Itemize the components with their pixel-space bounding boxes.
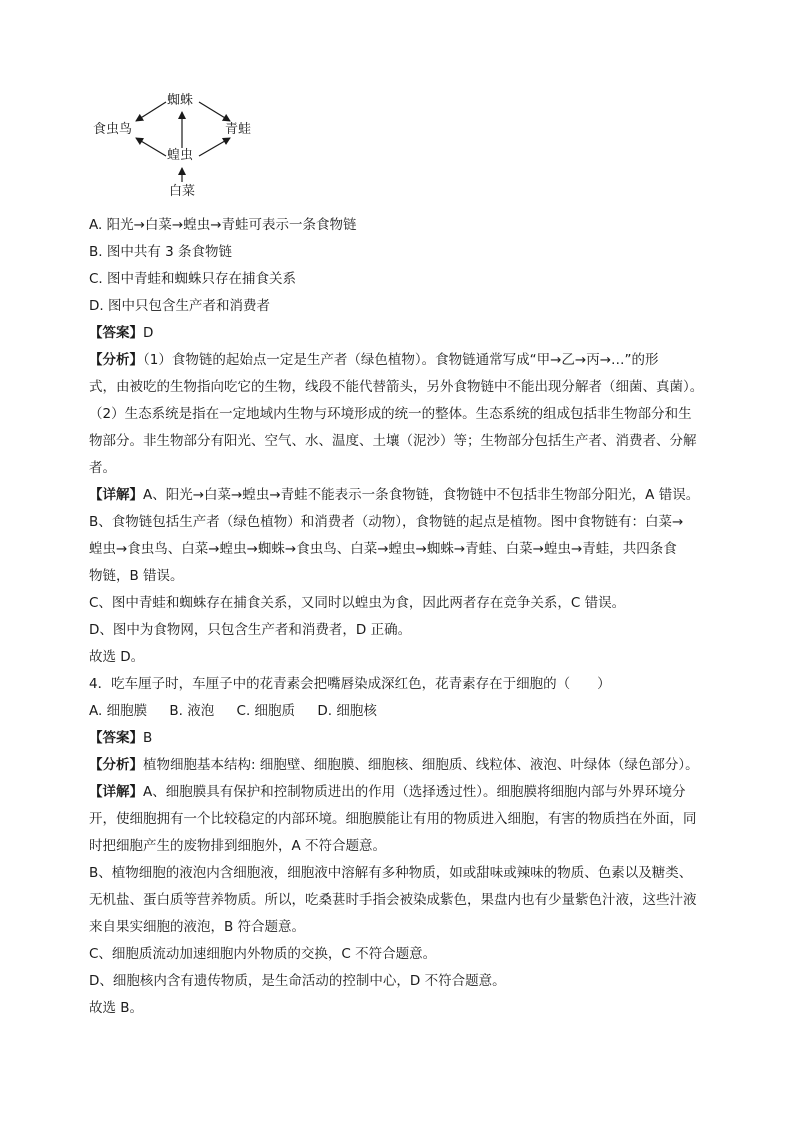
q3-option-a: A. 阳光→白菜→蝗虫→青蛙可表示一条食物链 [89, 217, 357, 233]
q3-conclusion: 故选 D。 [89, 649, 145, 665]
q4-detail-line-1 [89, 779, 749, 806]
q3-analysis-line-1 [89, 347, 749, 374]
q4-option-d: D. 细胞核 [317, 703, 377, 719]
q4-detail-line-6: 来自果实细胞的液泡，B 符合题意。 [89, 919, 306, 935]
answer-value: B [143, 730, 153, 746]
q4-detail-line-3: 时把细胞产生的废物排到细胞外，A 不符合题意。 [89, 838, 387, 854]
analysis-tag: 【分析】 [89, 757, 143, 773]
arrow-spider-to-frog [199, 102, 230, 121]
node-cabbage: 白菜 [169, 184, 196, 199]
q3-detail-line-6: D、图中为食物网，只包含生产者和消费者，D 正确。 [89, 622, 412, 638]
analysis-tag: 【分析】 [89, 352, 143, 368]
q3-detail-line-3: 蝗虫→食虫鸟、白菜→蝗虫→蜘蛛→食虫鸟、白菜→蝗虫→蜘蛛→青蛙、白菜→蝗虫→青蛙，共四条食 [89, 541, 677, 557]
q4-detail-line-8: D、细胞核内含有遗传物质，是生命活动的控制中心，D 不符合题意。 [89, 973, 506, 989]
answer-tag: 【答案】 [89, 730, 143, 746]
q3-analysis-line-4: 物部分。非生物部分有阳光、空气、水、温度、土壤（泥沙）等；生物部分包括生产者、消费者、分解 [89, 433, 697, 449]
food-web-diagram [86, 88, 276, 206]
q3-detail-line-4: 物链，B 错误。 [89, 568, 184, 584]
analysis-text: （1）食物链的起始点一定是生产者（绿色植物）。食物链通常写成“甲→乙→丙→…”的形 [143, 352, 659, 368]
q4-option-b: B. 液泡 [169, 703, 215, 719]
node-frog: 青蛙 [225, 122, 252, 137]
q4-option-a: A. 细胞膜 [89, 703, 148, 719]
arrow-locust-to-bird [136, 138, 166, 156]
q4-option-c: C. 细胞质 [236, 703, 296, 719]
node-spider: 蜘蛛 [167, 93, 194, 108]
q4-detail-line-7: C、细胞质流动加速细胞内外物质的交换，C 不符合题意。 [89, 946, 437, 962]
q3-analysis-line-2: 式，由被吃的生物指向吃它的生物，线段不能代替箭头，另外食物链中不能出现分解者（细菌、真菌）。 [89, 379, 704, 395]
q4-detail-line-5: 无机盐、蛋白质等营养物质。所以，吃桑葚时手指会被染成紫色，果盘内也有少量紫色汁液，这些汁液 [89, 892, 697, 908]
q3-option-b: B. 图中共有 3 条食物链 [89, 244, 233, 260]
arrow-locust-to-frog [199, 138, 230, 156]
node-locust: 蝗虫 [167, 148, 194, 163]
detail-text: A、细胞膜具有保护和控制物质进出的作用（选择透过性）。细胞膜将细胞内部与外界环境分 [143, 784, 686, 800]
q4-conclusion: 故选 B。 [89, 1000, 144, 1016]
q4-detail-line-4: B、植物细胞的液泡内含细胞液，细胞液中溶解有多种物质，如或甜味或辣味的物质、色素以及糖类、 [89, 865, 693, 881]
analysis-text: 植物细胞基本结构: 细胞壁、细胞膜、细胞核、细胞质、线粒体、液泡、叶绿体（绿色部分）。 [143, 757, 699, 773]
answer-value: D [143, 325, 154, 341]
q4-detail-line-2: 开，使细胞拥有一个比较稳定的内部环境。细胞膜能让有用的物质进入细胞，有害的物质挡在外面，同 [89, 811, 697, 827]
q4-analysis [89, 752, 749, 779]
q3-detail-line-1 [89, 482, 749, 509]
answer-tag: 【答案】 [89, 325, 143, 341]
q3-option-d: D. 图中只包含生产者和消费者 [89, 298, 270, 314]
arrow-spider-to-bird [136, 102, 166, 121]
detail-tag: 【详解】 [89, 487, 143, 503]
node-insectivorous-bird: 食虫鸟 [93, 122, 133, 137]
detail-tag: 【详解】 [89, 784, 143, 800]
detail-text: A、阳光→白菜→蝗虫→青蛙不能表示一条食物链，食物链中不包括非生物部分阳光，A 错误。 [143, 487, 700, 503]
q4-question: 4．吃车厘子时，车厘子中的花青素会把嘴唇染成深红色，花青素存在于细胞的（ ） [89, 676, 611, 692]
q3-option-c: C. 图中青蛙和蜘蛛只存在捕食关系 [89, 271, 297, 287]
q3-analysis-line-5: 者。 [89, 460, 116, 476]
document-body [89, 212, 749, 1022]
q4-answer [89, 725, 749, 752]
q4-options [89, 698, 749, 725]
q3-detail-line-5: C、图中青蛙和蜘蛛存在捕食关系，又同时以蝗虫为食，因此两者存在竞争关系，C 错误。 [89, 595, 626, 611]
q3-detail-line-2: B、食物链包括生产者（绿色植物）和消费者（动物），食物链的起点是植物。图中食物链有：白菜→ [89, 514, 684, 530]
q3-answer [89, 320, 749, 347]
q3-analysis-line-3: （2）生态系统是指在一定地域内生物与环境形成的统一的整体。生态系统的组成包括非生物部分和生 [89, 406, 692, 422]
